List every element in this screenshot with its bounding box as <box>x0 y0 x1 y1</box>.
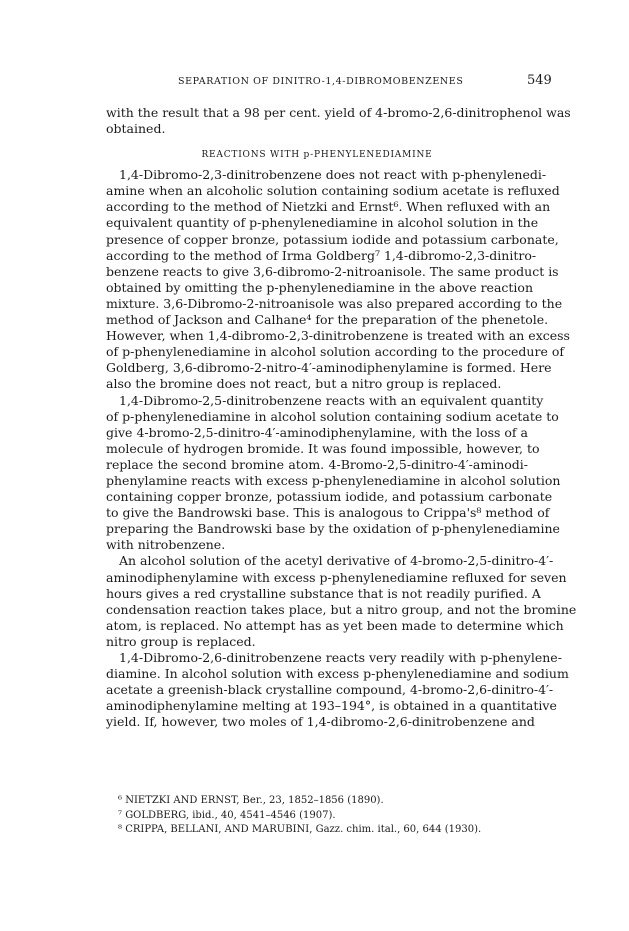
text-line: of p-phenylenediamine in alcohol solution according to the procedure of <box>106 344 564 360</box>
text-line: hours gives a red crystalline substance that is not readily purified. A <box>106 585 541 601</box>
text-line: amine when an alcoholic solution containing sodium acetate is refluxed <box>106 183 560 199</box>
text-line: benzene reacts to give 3,6-dibromo-2-nitroanisole. The same product is <box>106 263 559 279</box>
text-line: nitro group is replaced. <box>106 633 256 649</box>
text-line: 1,4-Dibromo-2,5-dinitrobenzene reacts with an equivalent quantity <box>119 392 544 408</box>
text-line: of p-phenylenediamine in alcohol solution containing sodium acetate to <box>106 408 559 424</box>
text-line: preparing the Bandrowski base by the oxidation of p-phenylenediamine <box>106 521 560 537</box>
text-line: equivalent quantity of p-phenylenediamine in alcohol solution in the <box>106 215 539 231</box>
text-line: replace the second bromine atom. 4-Bromo-2,5-dinitro-4′-aminodi- <box>106 456 528 472</box>
text-line: method of Jackson and Calhane⁴ for the preparation of the phenetole. <box>106 312 549 328</box>
text-line: with nitrobenzene. <box>106 537 226 553</box>
running-title: SEPARATION OF DINITRO-1,4-DIBROMOBENZENES <box>178 76 464 87</box>
paragraph <box>106 650 569 730</box>
intro-paragraph <box>106 105 571 137</box>
text-line: Goldberg, 3,6-dibromo-2-nitro-4′-aminodiphenylamine is formed. Here <box>106 360 552 376</box>
text-line: atom, is replaced. No attempt has as yet been made to determine which <box>106 617 564 633</box>
text-line: mixture. 3,6-Dibromo-2-nitroanisole was also prepared according to the <box>106 295 563 311</box>
footnotes <box>118 794 528 838</box>
footnote-6: ⁶ NIETZKI AND ERNST, Ber., 23, 1852–1856 (1890). <box>118 795 384 806</box>
text-line: diamine. In alcohol solution with excess p-phenylenediamine and sodium <box>106 666 569 682</box>
page-header <box>0 73 629 93</box>
text-line: according to the method of Irma Goldberg⁷ 1,4-dibromo-2,3-dinitro- <box>106 247 537 263</box>
paragraph <box>106 392 561 554</box>
text-line: presence of copper bronze, potassium iodide and potassium carbonate, <box>106 231 559 247</box>
text-line: obtained. <box>106 121 166 137</box>
paragraph <box>106 167 570 392</box>
text-line: to give the Bandrowski base. This is analogous to Crippa's⁸ method of <box>106 505 550 521</box>
text-line: 1,4-Dibromo-2,3-dinitrobenzene does not react with p-phenylenedi- <box>119 167 547 183</box>
text-line: according to the method of Nietzki and Ernst⁶. When refluxed with an <box>106 199 551 215</box>
text-line: give 4-bromo-2,5-dinitro-4′-aminodiphenylamine, with the loss of a <box>106 424 528 440</box>
text-line: An alcohol solution of the acetyl derivative of 4-bromo-2,5-dinitro-4′- <box>119 553 554 569</box>
text-line: molecule of hydrogen bromide. It was found impossible, however, to <box>106 440 540 456</box>
page-number: 549 <box>527 73 552 88</box>
text-line: aminodiphenylamine with excess p-phenylenediamine refluxed for seven <box>106 569 567 585</box>
text-line: obtained by omitting the p-phenylenediamine in the above reaction <box>106 279 534 295</box>
section-heading: REACTIONS WITH p-PHENYLENEDIAMINE <box>201 150 433 161</box>
text-line: containing copper bronze, potassium iodide, and potassium carbonate <box>106 489 553 505</box>
text-line: yield. If, however, two moles of 1,4-dibromo-2,6-dinitrobenzene and <box>106 714 535 730</box>
text-line: condensation reaction takes place, but a nitro group, and not the bromine <box>106 601 577 617</box>
text-line: with the result that a 98 per cent. yield of 4-bromo-2,6-dinitrophenol was <box>106 105 571 120</box>
text-line: However, when 1,4-dibromo-2,3-dinitrobenzene is treated with an excess <box>106 328 570 344</box>
footnote-7: ⁷ GOLDBERG, ibid., 40, 4541–4546 (1907). <box>118 809 336 821</box>
text-line: acetate a greenish-black crystalline compound, 4-bromo-2,6-dinitro-4′- <box>106 682 554 698</box>
text-line: 1,4-Dibromo-2,6-dinitrobenzene reacts very readily with p-phenylene- <box>119 650 562 665</box>
text-line: also the bromine does not react, but a nitro group is replaced. <box>106 376 502 392</box>
footnote-8: ⁸ CRIPPA, BELLANI, AND MARUBINI, Gazz. chim. ital., 60, 644 (1930). <box>118 824 482 835</box>
text-line: phenylamine reacts with excess p-phenylenediamine in alcohol solution <box>106 472 561 488</box>
paragraphs <box>106 167 577 730</box>
paragraph <box>106 553 577 650</box>
text-line: aminodiphenylamine melting at 193–194°, is obtained in a quantitative <box>106 698 557 714</box>
article-body <box>106 105 577 730</box>
